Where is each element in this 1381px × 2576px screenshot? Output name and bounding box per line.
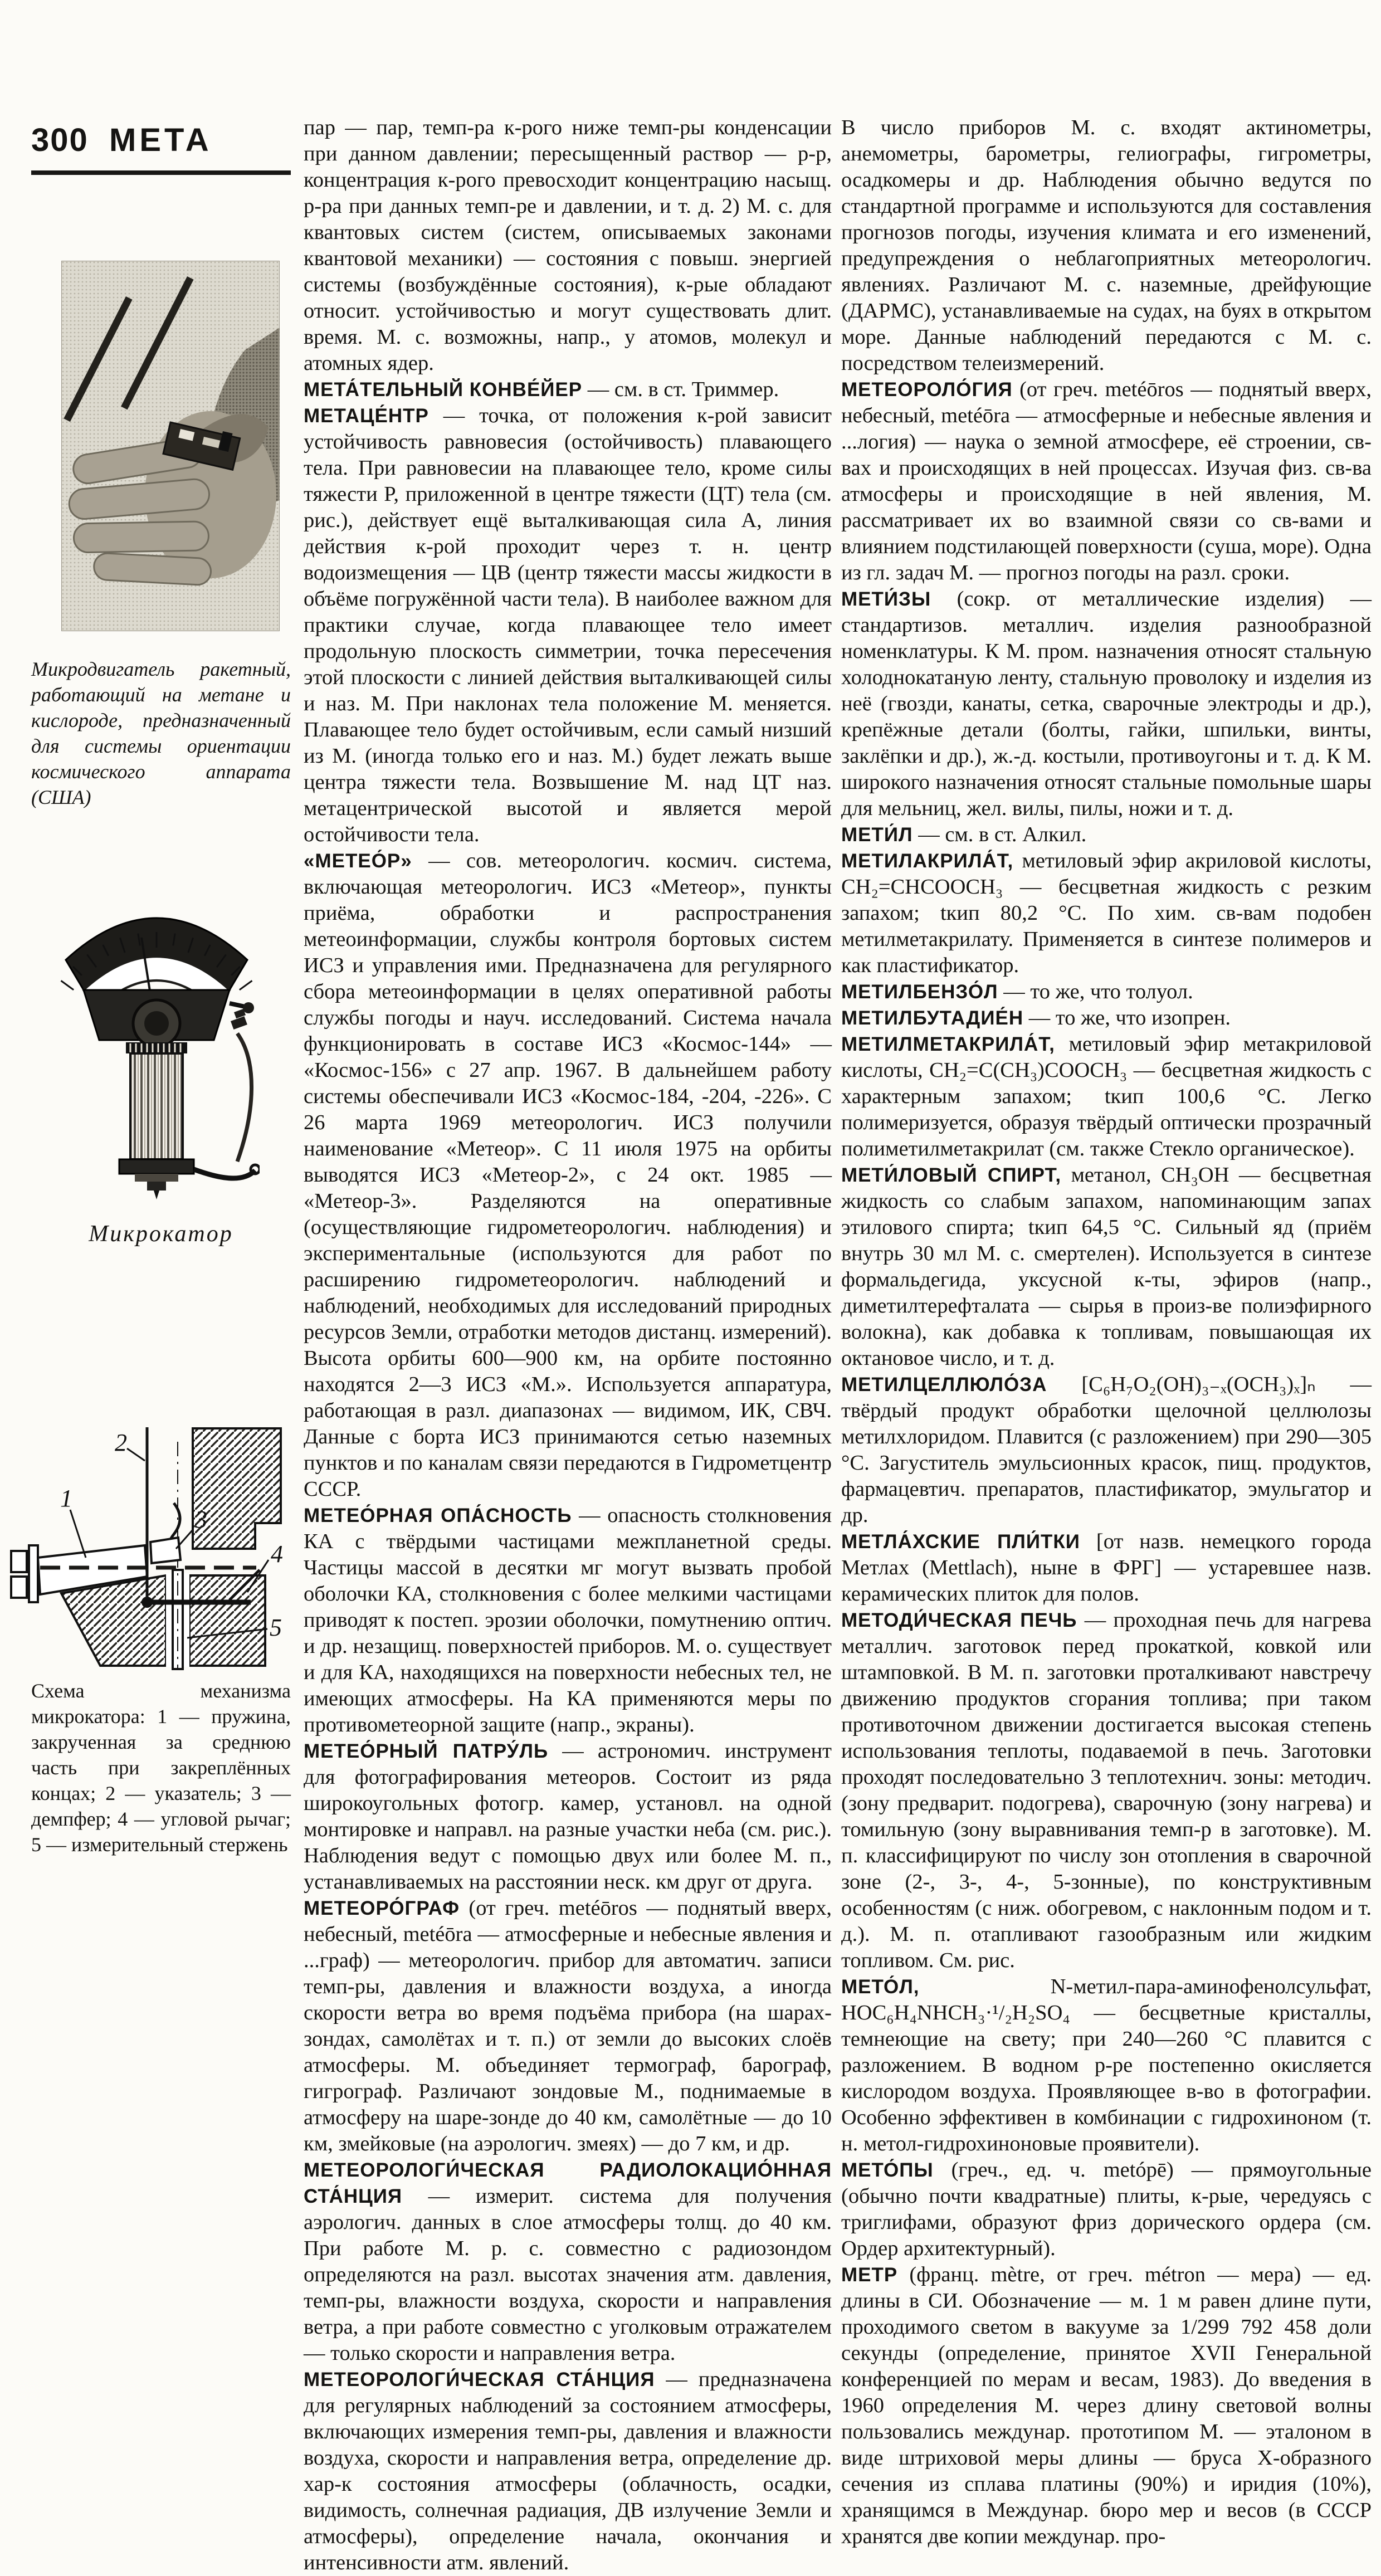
entry-body: пар — пар, темп-ра к-рого ниже темп-ры конденсации при данном давлении; пересыщенный раствор — р-р, концентрация к-рого превосходит концентрацию насыщ. р-ра при данных темп-ре и давлении, и т. д. 2) М. с. для квантовых систем (систем, описываемых законами квантовой механики) — состояния с повыш. энергией системы (возбуждённые состояния), к-рые обладают относит. устойчивостью и могут существовать длит. время. М. с. возможны, напр., у атомов, молекул и атомных ядер. (304, 116, 832, 375)
schema-label-4: 4 (271, 1540, 283, 1568)
dictionary-entry (841, 822, 1372, 848)
entry-body: N-метил-пара-аминофенолсульфат, HOC₆H₄NHCH₃·¹/₂H₂SO₄ — бесцветные кристаллы, темнеющие на свету; при 240—260 °C плавится с разложением. В водном р-ре постепенно окисляется кислородом воздуха. Проявляющее в-во в фотографии. Особенно эффективен в комбинации с гидрохиноном (т. н. метол-гидрохиноновые проявители). (841, 1975, 1372, 2155)
entry-headword: МЕТИ́ЛОВЫЙ СПИРТ, (841, 1164, 1062, 1186)
entry-headword: МЕТЕОРОЛОГИ́ЧЕСКАЯ СТА́НЦИЯ (304, 2369, 655, 2390)
entry-headword: МЕТИЛАКРИЛА́Т, (841, 850, 1014, 872)
entry-headword: МЕТЛА́ХСКИЕ ПЛИ́ТКИ (841, 1531, 1080, 1553)
entry-body: — сов. метеорологич. космич. система, включающая метеорологич. ИСЗ «Метеор», пункты приёма, обработки и распространения метеоинформации, службы контроля бортовых систем ИСЗ и управления ими. Предназначена для регулярного сбора метеоинформации в целях оперативной работы службы погоды и науч. исследований. Система начала функционировать в составе ИСЗ «Космос-144» — «Космос-156» с 27 апр. 1967. В дальнейшем работу системы обеспечивали ИСЗ «Космос-184, -204, -226». С 26 марта 1969 метеорологич. ИСЗ получили наименование «Метеор». С 11 июля 1975 на орбиты выводятся ИСЗ «Метеор-2», с 24 окт. 1985 — «Метеор-3». Разделяются на оперативные (осуществляющие гидрометеорологич. наблюдения) и экспериментальные (используются для работ по расширению гидрометеорологич. наблюдений и наблюдений, необходимых для исследований природных ресурсов Земли, отработки методов дистанц. измерений). Высота орбиты 600—900 км, на орбите постоянно находятся 2—3 ИСЗ «М.». Используется аппаратура, работающая в разл. диапазонах — видимом, ИК, СВЧ. Данные с борта ИСЗ принимаются сетью наземных пунктов и по каналам связи передаются в Гидрометцентр СССР. (304, 849, 832, 1501)
dictionary-entry (304, 115, 832, 377)
entry-headword: МЕТАЦЕ́НТР (304, 405, 429, 427)
entry-headword: МЕТЕО́РНАЯ ОПА́СНОСТЬ (304, 1505, 572, 1526)
micro-engine-photo (61, 261, 280, 631)
entry-body: — см. в ст. Триммер. (587, 378, 779, 401)
schema-label-1: 1 (60, 1485, 72, 1512)
entry-headword: МЕТИ́ЗЫ (841, 588, 931, 610)
right-column (841, 115, 1372, 2550)
entry-body: [от назв. немецкого города Метлах (Mettlach), ныне в ФРГ] — устаревшее назв. керамических плиток для полов. (841, 1530, 1372, 1606)
dictionary-entry (304, 377, 832, 403)
entry-body: — проходная печь для нагрева металлич. заготовок перед прокаткой, ковкой или штамповкой. В М. п. заготовки проталкивают навстречу движению продуктов сгорания топлива; при таком противоточном движении достигается высокая степень использования теплоты, подаваемой в печь. Заготовки проходят последовательно 3 теплотехнич. зоны: методич. (зону предварит. подогрева), сварочную (зону нагрева) и томильную (зону выравнивания темп-р в заготовке). М. п. классифицируют по числу зон отопления в сварочной зоне (2-, 3-, 4-, 5-зонные), по конструктивным особенностям (с ниж. обогревом, с наклонным подом и т. д.). М. п. отапливают газообразным или жидким топливом. См. рис. (841, 1608, 1372, 1972)
entry-headword: МЕТЕОРОЛО́ГИЯ (841, 379, 1013, 401)
entry-headword: МЕТИЛБУТАДИЕ́Н (841, 1007, 1024, 1029)
dictionary-entry (841, 979, 1372, 1005)
microcator-figure (53, 866, 260, 1201)
dictionary-entry (841, 1529, 1372, 1607)
dictionary-entry (841, 115, 1372, 377)
dictionary-entry (304, 1895, 832, 2157)
dictionary-entry (304, 2157, 832, 2367)
entry-headword: МЕТО́ПЫ (841, 2159, 934, 2181)
entry-body: (от греч. metéōros — поднятый вверх, небесный, metéōra — атмосферные и небесные явления и ...граф) — метеорологич. прибор для автоматич. записи темп-ры, давления и влажности воздуха, а иногда скорости ветра во время подъёма прибора (на шарах-зондах, самолётах и т. п.) от земли до высоких слоёв атмосферы. М. объединяет термограф, барограф, гигрограф. Различают зондовые М., поднимаемые в атмосферу на шаре-зонде до 40 км, самолётные — до 10 км, змейковые (на аэрологич. змеях) — до 7 км, и др. (304, 1896, 832, 2155)
entry-body: — то же, что толуол. (1003, 980, 1193, 1003)
entry-body: — опасность столкновения КА с твёрдыми частицами межпланетной среды. Частицы массой в десятки мг могут вызвать пробой оболочки КА, столкновения с более мелкими частицами приводят к постеп. эрозии оболочки, помутнению оптич. и др. незащищ. поверхностей приборов. М. о. существует и для КА, находящихся на поверхности небесных тел, не имеющих атмосферы. На КА применяются меры по противометеорной защите (напр., экраны). (304, 1504, 832, 1736)
hand-photo-illustration (61, 261, 280, 631)
dictionary-entry (841, 586, 1372, 822)
header-rule (31, 170, 291, 175)
entry-body: [C₆H₇O₂(OH)₃₋ₓ(OCH₃)ₓ]ₙ — твёрдый продукт обработки щелочной целлюлозы метилхлоридом. Плавится (с разложением) при 290—305 °C. Загуститель эмульсионных красок, пищ. продуктов, фармацевтич. препаратов, пластификатор, эмульгатор и др. (841, 1373, 1372, 1527)
dictionary-entry (841, 377, 1372, 586)
dictionary-entry (841, 1372, 1372, 1529)
entry-body: (греч., ед. ч. metópē) — прямоугольные (обычно почти квадратные) плиты, к-рые, чередуясь с триглифами, образуют фриз дорического ордера (см. Ордер архитектурный). (841, 2158, 1372, 2260)
entry-body: — точка, от положения к-рой зависит устойчивость равновесия (остойчивость) плавающего тела. При равновесии на плавающее тело, кроме силы тяжести P, приложенной в центре тяжести (ЦТ) тела (см. рис.), действует ещё выталкивающая сила A, линия действия к-рой проходит через т. н. центр водоизмещения — ЦВ (центр тяжести массы жидкости в объёме погружённой части тела). В наиболее важном для практики случае, когда плавающее тело имеет продольную плоскость симметрии, точка пересечения этой плоскости с линией действия выталкивающей силы и наз. М. При наклонах тела положение М. меняется. Плавающее тело будет остойчивым, если самый низший из М. (иногда только его и наз. М.) будет лежать выше центра тяжести тела. Возвышение М. над ЦТ наз. метацентрической высотой и является мерой остойчивости тела. (304, 404, 832, 846)
schema-label-3: 3 (195, 1506, 207, 1533)
entry-body: В число приборов М. с. входят актинометры, анемометры, барометры, гелиографы, гигрометры, осадкомеры и др. Наблюдения обычно ведутся по стандартной программе и используются для составления прогнозов погоды, изучения климата и его изменений, предупреждения о неблагоприятных метеорологич. явлениях. Различают М. с. наземные, дрейфующие (ДАРМС), устанавливаемые на судах, на буях в открытом море. Данные наблюдений передаются с М. с. посредством телеизмерений. (841, 116, 1372, 375)
page-number: 300 (31, 122, 89, 158)
entry-body: (франц. mètre, от греч. métron — мера) — ед. длины в СИ. Обозначение — м. 1 м равен длине пути, проходимого светом в вакууме за 1/299 792 458 доли секунды (определение, принятое XVII Генеральной конференцией по мерам и весам, 1983). До введения в 1960 определения М. через длину световой волны пользовались междунар. прототипом М. — эталоном в виде штриховой меры длины — бруса X-образного сечения из сплава платины (90%) и иридия (10%), хранящимся в Междунар. бюро мер и весов (в СССР хранятся две копии междунар. про- (841, 2263, 1372, 2548)
entry-headword: МЕТО́Л, (841, 1976, 920, 1998)
entry-body: метанол, CH₃OH — бесцветная жидкость со слабым запахом, напоминающим запах этилового спирта; tкип 64,5 °C. Сильный яд (приём внутрь 30 мл М. с. смертелен). Используется в синтезе формальдегида, уксусной к-ты, эфиров (напр., диметилтерефталата — сырья в произ-ве полиэфирного волокна), как добавка к топливам, повышающая их октановое число, и т. д. (841, 1163, 1372, 1370)
page-header (31, 121, 212, 160)
dictionary-entry (841, 2262, 1372, 2550)
dictionary-entry (841, 2157, 1372, 2262)
entry-body: (сокр. от металлические изделия) — стандартизов. металлич. изделия разнообразной номенклатуры. К М. пром. назначения относят стальную холоднокатаную ленту, стальную проволоку и изделия из неё (гвозди, канаты, сетка, сварочные электроды и др.), крепёжные детали (болты, гайки, шпильки, винты, заклёпки и др.), ж.-д. костыли, противоугоны и т. д. К М. широкого назначения относят стальные помольные шары для мельниц, жел. вилы, пилы, ножи и т. д. (841, 587, 1372, 820)
entry-headword: МЕТИЛЦЕЛЛЮЛО́ЗА (841, 1374, 1047, 1396)
entry-headword: МЕТЕОРОЛОГИ́ЧЕСКАЯ РАДИОЛОКАЦИО́ННАЯ СТА́НЦИЯ (304, 2159, 832, 2207)
dictionary-entry (304, 2367, 832, 2576)
schema-label-2: 2 (115, 1429, 127, 1456)
entry-body: — предназначена для регулярных наблюдений за состоянием атмосферы, включающих измерения темп-ры, давления и влажности воздуха, скорости и направления ветра, определение др. хар-к состояния атмосферы (облачность, осадки, видимость, солнечная радиация, ДВ излучение Земли и атмосферы), определение начала, окончания и интенсивности атм. явлений. (304, 2368, 832, 2574)
microcator-schema-illustration (8, 1408, 291, 1670)
dictionary-entry (841, 848, 1372, 979)
entry-headword: МЕТА́ТЕЛЬНЫЙ КОНВЕ́ЙЕР (304, 379, 583, 401)
entry-body: — астрономич. инструмент для фотографирования метеоров. Состоит из ряда широкоугольных фотогр. камер, установл. на одной монтировке и направл. на разные участки неба (см. рис.). Наблюдения ведут с помощью двух или более М. п., устанавливаемых на расстоянии неск. км друг от друга. (304, 1739, 832, 1894)
entry-headword: МЕТИ́Л (841, 824, 913, 846)
microcator-caption: Микрокатор (89, 1221, 233, 1247)
entry-headword: МЕТИЛМЕТАКРИЛА́Т, (841, 1033, 1055, 1055)
entry-headword: МЕТЕОРО́ГРАФ (304, 1897, 460, 1919)
dictionary-entry (841, 1031, 1372, 1162)
entry-headword: МЕТОДИ́ЧЕСКАЯ ПЕЧЬ (841, 1609, 1077, 1631)
entry-headword: «МЕТЕО́Р» (304, 850, 412, 872)
entry-body: (от греч. metéōros — поднятый вверх, небесный, metéōra — атмосферные и небесные явления и ...логия) — наука о земной атмосфере, её строении, св-вах и происходящих в ней процессах. Изучая физ. св-ва атмосферы и происходящие в ней явления, М. рассматривает их во взаимной связи со св-вами и влиянием подстилающей поверхности (суша, море). Одна из гл. задач М. — прогноз погоды на разл. сроки. (841, 378, 1372, 584)
dictionary-entry (304, 1502, 832, 1738)
entry-headword: МЕТИЛБЕНЗО́Л (841, 981, 998, 1003)
schema-figure (8, 1408, 291, 1670)
schema-label-5: 5 (270, 1614, 282, 1641)
entry-headword: МЕТЕО́РНЫЙ ПАТРУ́ЛЬ (304, 1740, 549, 1762)
entry-body: метиловый эфир акриловой кислоты, CH₂=CHCOOCH₃ — бесцветная жидкость с резким запахом; tкип 80,2 °C. По хим. св-вам подобен метилметакрилату. Применяется в синтезе полимеров и как пластификатор. (841, 849, 1372, 977)
microcator-illustration (53, 866, 260, 1201)
entry-body: — см. в ст. Алкил. (918, 823, 1087, 846)
entry-body: метиловый эфир метакриловой кислоты, CH₂=C(CH₃)COOCH₃ — бесцветная жидкость с характерным запахом; tкип 100,6 °C. Легко полимеризуется, образуя твёрдый оптически прозрачный полиметилметакрилат (см. также Стекло органическое). (841, 1032, 1372, 1160)
dictionary-entry (304, 1738, 832, 1895)
dictionary-entry (304, 403, 832, 848)
dictionary-entry (841, 1974, 1372, 2157)
page-keyword: МЕТА (109, 122, 212, 158)
dictionary-entry (841, 1005, 1372, 1031)
dictionary-entry (841, 1607, 1372, 1974)
schema-caption: Схема механизма микрокатора: 1 — пружина, закрученная за среднюю часть при закреплённых концах; 2 — указатель; 3 — демпфер; 4 — угловой рычаг; 5 — измерительный стержень (31, 1680, 291, 1856)
dictionary-entry (304, 848, 832, 1502)
middle-column (304, 115, 832, 2576)
entry-headword: МЕТР (841, 2264, 898, 2286)
dictionary-entry (841, 1162, 1372, 1372)
photo-caption: Микродвигатель ракетный, работающий на метане и кислороде, предназначенный для системы ориентации космического аппарата (США) (31, 658, 291, 808)
entry-body: — то же, что изопрен. (1028, 1006, 1231, 1030)
entry-body: — измерит. система для получения аэрологич. данных в слое атмосферы толщ. до 40 км. При работе М. р. с. совместно с радиозондом определяются на разл. высотах значения атм. давления, темп-ры, влажности воздуха, скорости и направления ветра, а при работе совместно с уголковым отражателем — только скорости и направления ветра. (304, 2184, 832, 2365)
